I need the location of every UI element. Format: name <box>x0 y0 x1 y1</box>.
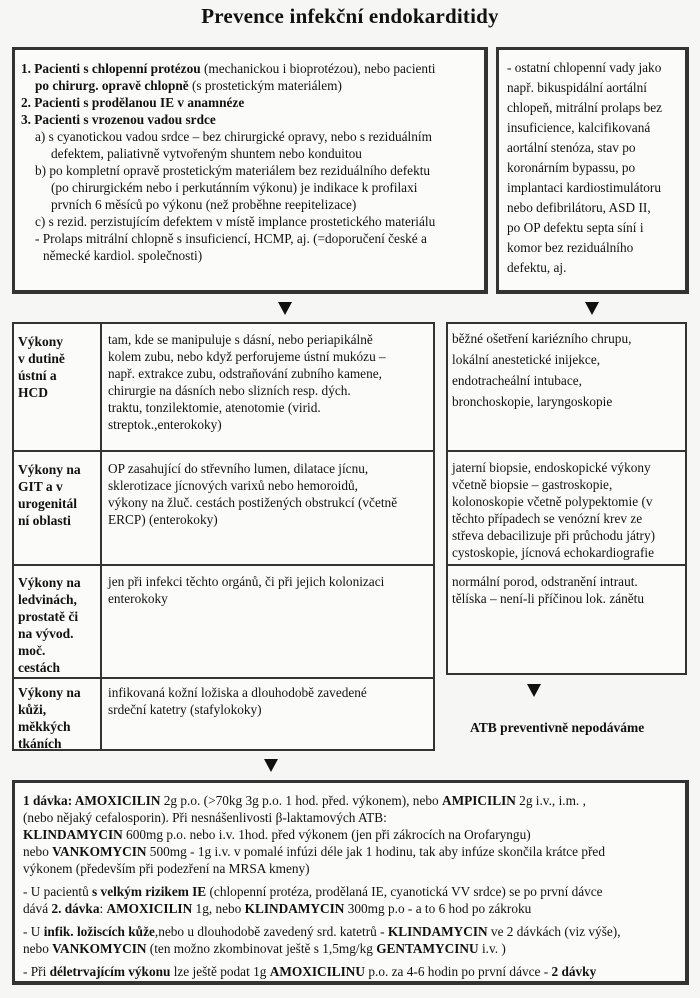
low-risk-line: po OP defektu septa síní i <box>507 220 644 235</box>
row-divider <box>12 677 435 679</box>
high-risk-second-dose-cont: dává 2. dávka: AMOXICILIN 1g, nebo KLINDAMYCIN 300mg p.o - a to 6 hod po zákroku <box>23 901 532 916</box>
arrow-down-icon <box>585 302 599 315</box>
group-3c: c) s rezid. perzistujícím defektem v místě implance prostetického materiálu <box>35 214 436 229</box>
row-skin-prophylaxis: infikovaná kožní ložiska a dlouhodobě zavedené srdeční katetry (stafylokoky) <box>108 685 367 717</box>
skin-infection-dose: - U infik. ložiscích kůže,nebo u dlouhodobě zavedený srd. katetrů - KLINDAMYCIN ve 2 dávkách (viz výše), <box>23 924 621 939</box>
long-procedure-dose: - Při déletrvajícím výkonu lze ještě podat 1g AMOXICILINU p.o. za 4-6 hodin po první dávce - 2 dávky <box>23 964 597 979</box>
row-label-skin: Výkony na kůži, měkkých tkáních <box>18 685 81 751</box>
low-risk-patients-box <box>496 47 689 294</box>
mitral-prolapse-note-cont: německé kardiol. společnosti) <box>43 248 203 263</box>
row-divider <box>446 450 687 452</box>
patient-group-2: 2. Pacienti s prodělanou IE v anamnéze <box>21 95 245 110</box>
row-label-git: Výkony na GIT a v urogenitál ní oblasti <box>18 462 81 528</box>
low-risk-line: - ostatní chlopenní vady jako <box>507 60 662 75</box>
group-3b-cont2: prvních 6 měsíců po výkonu (než proběhne reepitelizace) <box>51 197 357 212</box>
row-divider <box>12 450 435 452</box>
arrow-down-icon <box>278 302 292 315</box>
high-risk-patients-box <box>12 47 488 294</box>
arrow-down-icon <box>264 759 278 772</box>
row-label-oral: Výkony v dutině ústní a HCD <box>18 334 65 400</box>
row-urinary-no-prophylaxis: normální porod, odstranění intraut. tělíska – není-li příčinou lok. zánětu <box>452 574 645 606</box>
row-divider <box>12 564 435 566</box>
row-oral-prophylaxis: tam, kde se manipuluje s dásní, nebo periapikálně kolem zubu, nebo když perforujeme ústní mukózu – např. extrakce zubu, odstraňování zubního kamene, chirurgie na dásních nebo slizních resp. dých. traktu, tonzilektomie, atenotomie (virid. streptok.,enterokoky) <box>108 332 386 432</box>
group-3b-cont: (po chirurgickém nebo i perkutánním výkonu) je indikace k profilaxi <box>51 180 418 195</box>
low-risk-line: aortální stenóza, stav po <box>507 140 636 155</box>
low-risk-line: např. bikuspidální aortální <box>507 80 647 95</box>
dose-1: 1 dávka: AMOXICILIN 2g p.o. (>70kg 3g p.o. 1 hod. před. výkonem), nebo AMPICILIN 2g i.v., i.m. , <box>23 793 586 808</box>
row-git-no-prophylaxis: jaterní biopsie, endoskopické výkony včetně biopsie – gastroskopie, kolonoskopie včetně polypektomie (v těchto případech se venózní krev ze střeva debacilizuje při průchodu játry) cystoskopie, jícnová echokardiografie <box>452 460 656 560</box>
row-oral-no-prophylaxis: běžné ošetření kariézního chrupu, lokální anestetické inijekce, endotracheální intubace, bronchoskopie, laryngoskopie <box>452 331 632 409</box>
antibiotic-dosing-box <box>12 780 689 985</box>
patient-group-1: 1. Pacienti s chlopenní protézou (mechanickou i bioprotézou), nebo pacienti <box>21 61 436 76</box>
row-urinary-prophylaxis: jen při infekci těchto orgánů, či při jejich kolonizaci enterokoky <box>108 574 385 606</box>
high-risk-second-dose: - U pacientů s velkým rizikem IE (chlopenní protéza, prodělaná IE, cyanotická VV srdce) se po první dávce <box>23 884 603 899</box>
low-risk-line: koronárním bypassu, po <box>507 160 636 175</box>
low-risk-line: chlopeň, mitrální prolaps bez <box>507 100 663 115</box>
group-3b: b) po kompletní opravě prostetickým materiálem bez reziduálního defektu <box>35 163 431 178</box>
low-risk-line: insuficience, kalcifikovaná <box>507 120 651 135</box>
low-risk-line: nebo defibrilátoru, ASD II, <box>507 200 651 215</box>
low-risk-line: implantaci kardiostimulátoru <box>507 180 661 195</box>
patient-group-3: 3. Pacienti s vrozenou vadou srdce <box>21 112 216 127</box>
low-risk-line: komor bez reziduálního <box>507 240 634 255</box>
skin-infection-dose-cont: nebo VANKOMYCIN (ten možno zkombinovat ještě s 1,5mg/kg GENTAMYCINU i.v. ) <box>23 941 506 956</box>
group-3a: a) s cyanotickou vadou srdce – bez chirurgické opravy, nebo s reziduálním <box>35 129 432 144</box>
low-risk-line: defektu, aj. <box>507 260 567 275</box>
klindamycin-dose: KLINDAMYCIN 600mg p.o. nebo i.v. 1hod. před výkonem (jen při zákrocích na Orofaryngu) <box>23 827 531 842</box>
mitral-prolapse-note: - Prolaps mitrální chlopně s insuficiencí, HCMP, aj. (=doporučení české a <box>35 231 427 246</box>
row-git-prophylaxis: OP zasahující do střevního lumen, dilatace jícnu, sklerotizace jícnových varixů nebo hemoroidů, výkony na žluč. cestách postižených obstrukcí (včetně ERCP) (enterokoky) <box>108 461 398 527</box>
patient-group-1-cont: po chirurg. opravě chlopně (s prostetickým materiálem) <box>35 78 342 93</box>
low-risk-list <box>507 58 679 278</box>
group-3a-cont: defektem, paliativně vytvořeným shuntem nebo konduitou <box>51 146 362 161</box>
vankomycin-dose: nebo VANKOMYCIN 500mg - 1g i.v. v pomalé infúzi déle jak 1 hodinu, tak aby infúze skončila krátce před <box>23 844 605 859</box>
page-title: Prevence infekční endokarditidy <box>201 4 499 28</box>
row-label-urinary: Výkony na ledvinách, prostatě či na vývod. moč. cestách <box>18 575 81 675</box>
row-divider <box>446 564 687 566</box>
dose-1-cont: (nebo nějaký cefalosporin). Při nesnášenlivosti β-laktamových ATB: <box>23 810 387 825</box>
vankomycin-dose-cont: výkonem (především při podezření na MRSA kmeny) <box>23 861 310 876</box>
arrow-down-icon <box>527 684 541 697</box>
no-atb-note: ATB preventivně nepodáváme <box>470 720 645 735</box>
